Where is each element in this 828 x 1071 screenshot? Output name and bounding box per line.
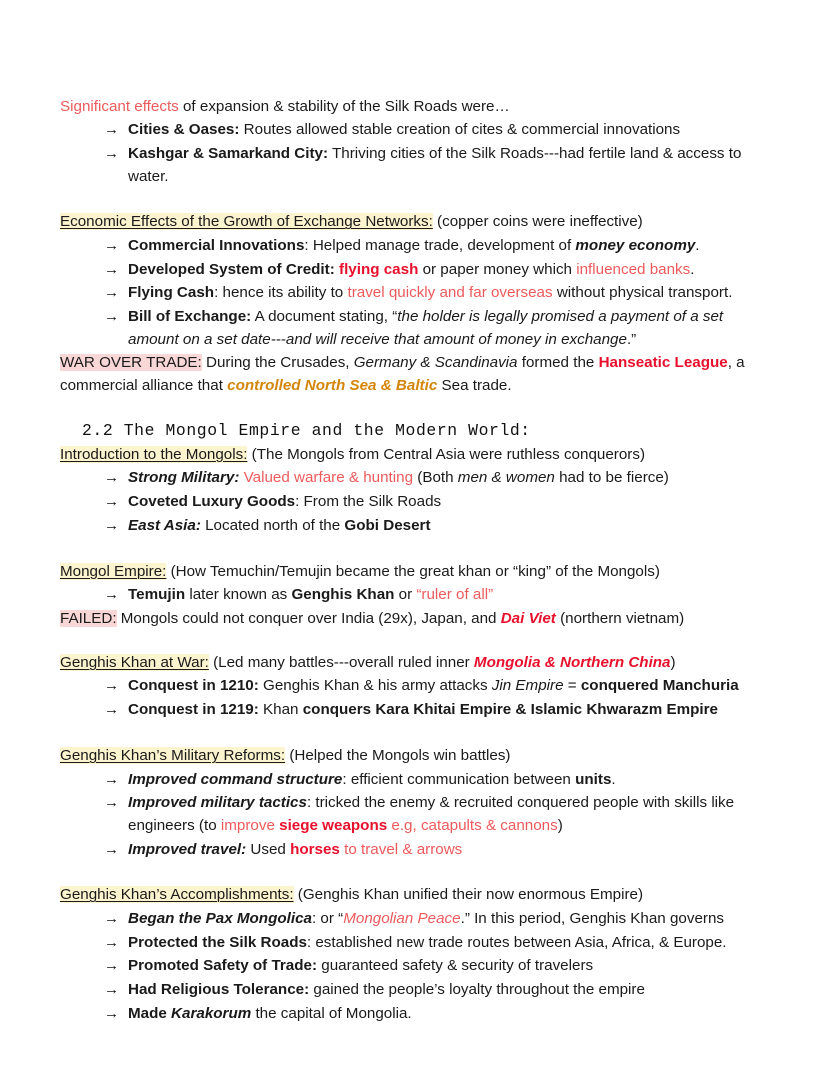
bullet-label: Improved travel: — [128, 840, 247, 858]
list-item — [60, 932, 756, 954]
arrow-right-icon: → — [104, 236, 119, 254]
arrow-right-icon: → — [104, 492, 119, 510]
bullet-tail: .” — [626, 330, 637, 348]
list-item — [60, 282, 756, 304]
bullet-label: Strong Military: — [128, 469, 240, 487]
bullet-label: Cities & Oases: — [128, 121, 240, 139]
section-spacer — [60, 539, 756, 561]
bullet-text: Routes allowed stable creation of cites & commercial innovations — [239, 121, 681, 139]
bullet-text: later known as — [185, 585, 292, 603]
arrow-right-icon: → — [104, 585, 119, 603]
bullet-label: Conquest in 1219: — [128, 701, 259, 719]
khan-at-war-list — [60, 675, 756, 721]
bullet-bold-tail: conquers Kara Khitai Empire & Islamic Khwarazm Empire — [302, 701, 718, 719]
list-item — [60, 491, 756, 513]
bullet-tail: ) — [557, 816, 563, 834]
war-over-trade-label: WAR OVER TRADE: — [60, 354, 202, 372]
section-spacer — [60, 723, 756, 745]
bullet-text-2: or paper money which — [418, 260, 577, 278]
arrow-right-icon: → — [104, 957, 119, 975]
bullet-text: Used — [246, 840, 291, 858]
bullet-text: Khan — [258, 701, 303, 719]
bullet-text: : From the Silk Roads — [295, 492, 442, 510]
war-over-trade-part3: , a commercial alliance that — [60, 354, 745, 394]
failed-paragraph — [60, 608, 756, 630]
bullet-italic: men & women — [457, 469, 555, 487]
list-item — [60, 119, 756, 141]
bullet-tail: . — [695, 236, 700, 254]
bullet-label: Temujin — [128, 585, 186, 603]
bullet-red-text-2: to travel & arrows — [339, 840, 463, 858]
list-item — [60, 235, 756, 257]
bullet-tail: had to be fierce) — [554, 469, 669, 487]
list-item — [60, 467, 756, 489]
arrow-right-icon: → — [104, 1005, 119, 1023]
arrow-right-icon: → — [104, 677, 119, 695]
section-heading-note: (The Mongols from Central Asia were ruthless conquerors) — [247, 445, 646, 463]
page-title: 2.2 The Mongol Empire and the Modern World: — [82, 421, 531, 441]
bullet-text-2: (Both — [413, 469, 458, 487]
bullet-bold: Genghis Khan — [291, 585, 395, 603]
section-spacer — [60, 862, 756, 884]
list-item — [60, 908, 756, 930]
bullet-tail: without physical transport. — [552, 284, 733, 302]
bullet-text-2: = — [563, 677, 581, 695]
bullet-red-text-2: e.g, catapults & cannons — [387, 816, 558, 834]
section-heading-note: (Helped the Mongols win battles) — [285, 747, 511, 765]
bullet-label: Kashgar & Samarkand City: — [128, 145, 329, 163]
section-spacer — [60, 630, 756, 652]
list-item — [60, 675, 756, 697]
bullet-tail: . — [611, 770, 616, 788]
bullet-red-text: influenced banks — [576, 260, 691, 278]
bullet-red-text: “ruler of all” — [416, 585, 494, 603]
bullet-bold-tail: units — [575, 770, 612, 788]
significant-effects-lead — [60, 96, 756, 118]
bullet-label: Developed System of Credit: — [128, 260, 335, 278]
accomplishments-list — [60, 908, 756, 1026]
mongol-empire-heading-line — [60, 561, 756, 583]
bullet-text: : Helped manage trade, development of — [304, 236, 576, 254]
section-heading-note: (How Temuchin/Temujin became the great khan or “king” of the Mongols) — [166, 562, 660, 580]
section-spacer — [60, 189, 756, 211]
war-over-trade-paragraph — [60, 352, 756, 397]
bullet-text: A document stating, “ — [251, 308, 398, 326]
section-heading: Genghis Khan’s Accomplishments: — [60, 886, 294, 904]
economic-effects-list — [60, 235, 756, 351]
list-item — [60, 143, 756, 188]
list-item — [60, 699, 756, 721]
list-item — [60, 1003, 756, 1025]
bullet-label: Began the Pax Mongolica — [128, 909, 312, 927]
military-reforms-heading-line — [60, 745, 756, 767]
bullet-text: : established new trade routes between Asia, Africa, & Europe. — [306, 933, 727, 951]
bullet-label: Improved command structure — [128, 770, 343, 788]
arrow-right-icon: → — [104, 794, 119, 812]
document-body — [60, 96, 756, 1025]
list-item — [60, 769, 756, 791]
siege-weapons-emphasis: siege weapons — [279, 816, 388, 834]
arrow-right-icon: → — [104, 770, 119, 788]
bullet-text: guaranteed safety & security of travelers — [317, 957, 594, 975]
bullet-text-2: or — [394, 585, 417, 603]
war-over-trade-part2: formed the — [517, 354, 599, 372]
arrow-right-icon: → — [104, 260, 119, 278]
war-over-trade-part1: During the Crusades, — [201, 354, 354, 372]
economic-effects-heading-line — [60, 211, 756, 233]
section-heading: Economic Effects of the Growth of Exchange Networks: — [60, 213, 433, 231]
section-heading-note: (copper coins were ineffective) — [432, 213, 643, 231]
dai-viet-emphasis: Dai Viet — [500, 609, 556, 627]
bullet-italic: Jin Empire — [491, 677, 564, 695]
hanseatic-league-emphasis: Hanseatic League — [598, 354, 728, 372]
bullet-label: Improved military tactics — [128, 794, 307, 812]
bullet-label: Made — [128, 1005, 172, 1023]
war-over-trade-italic: Germany & Scandinavia — [353, 354, 518, 372]
bullet-quote: the holder is legally promised a payment of a set amount on a set date---and will receive that amount of money in exchange — [128, 308, 724, 348]
arrow-right-icon: → — [104, 701, 119, 719]
bullet-text: gained the people’s loyalty throughout the empire — [309, 981, 645, 999]
list-item — [60, 792, 756, 837]
section-heading: Mongol Empire: — [60, 562, 167, 580]
bullet-label: East Asia: — [128, 516, 201, 534]
bullet-red-text: travel quickly and far overseas — [347, 284, 553, 302]
list-item — [60, 584, 756, 606]
arrow-right-icon: → — [104, 284, 119, 302]
karakorum-emphasis: Karakorum — [171, 1005, 252, 1023]
arrow-right-icon: → — [104, 121, 119, 139]
bullet-bold-tail: conquered Manchuria — [580, 677, 739, 695]
military-reforms-list — [60, 769, 756, 861]
list-item — [60, 979, 756, 1001]
list-item — [60, 306, 756, 351]
section-spacer — [60, 397, 756, 419]
significant-effects-emphasis: Significant effects — [60, 98, 179, 115]
bullet-text: Located north of the — [200, 516, 345, 534]
bullet-bold-tail: Gobi Desert — [344, 516, 431, 534]
bullet-text: : efficient communication between — [342, 770, 576, 788]
bullet-red-emphasis: flying cash — [339, 260, 419, 278]
section-heading: Introduction to the Mongols: — [60, 445, 248, 463]
bullet-text: : hence its ability to — [214, 284, 348, 302]
bullet-tail: . — [690, 260, 695, 278]
bullet-text: : tricked the enemy & recruited conquered people with skills like engineers (to — [128, 794, 735, 834]
arrow-right-icon: → — [104, 516, 119, 534]
significant-effects-lead-rest: of expansion & stability of the Silk Roads were… — [178, 98, 510, 115]
arrow-right-icon: → — [104, 308, 119, 326]
arrow-right-icon: → — [104, 933, 119, 951]
north-sea-baltic-emphasis: controlled North Sea & Baltic — [227, 376, 438, 394]
bullet-label: Had Religious Tolerance: — [128, 981, 310, 999]
accomplishments-heading-line — [60, 884, 756, 906]
mongolian-peace-emphasis: Mongolian Peace — [343, 909, 461, 927]
failed-label: FAILED: — [60, 609, 117, 627]
bullet-text-2: .” In this period, Genghis Khan governs — [460, 909, 724, 927]
section-heading-note-pre: (Led many battles---overall ruled inner — [208, 654, 474, 672]
bullet-label: Promoted Safety of Trade: — [128, 957, 318, 975]
failed-part2: (northern vietnam) — [555, 609, 685, 627]
bullet-label: Commercial Innovations — [128, 236, 305, 254]
list-item — [60, 259, 756, 281]
bullet-text-2: the capital of Mongolia. — [251, 1005, 412, 1023]
section-heading: Genghis Khan at War: — [60, 654, 209, 672]
bullet-label: Flying Cash — [128, 284, 215, 302]
horses-emphasis: horses — [290, 840, 340, 858]
mongolia-northern-china-emphasis: Mongolia & Northern China — [473, 654, 671, 672]
introduction-list — [60, 467, 756, 537]
bullet-label: Conquest in 1210: — [128, 677, 259, 695]
failed-part1: Mongols could not conquer over India (29x), Japan, and — [116, 609, 501, 627]
bullet-red-text: Valued warfare & hunting — [243, 469, 414, 487]
bullet-text: Thriving cities of the Silk Roads---had fertile land & access to water. — [128, 145, 742, 185]
bullet-red-text: improve — [220, 816, 280, 834]
bullet-emphasis: money economy — [575, 236, 696, 254]
significant-effects-list — [60, 119, 756, 188]
list-item — [60, 515, 756, 537]
arrow-right-icon: → — [104, 909, 119, 927]
bullet-text: Genghis Khan & his army attacks — [258, 677, 492, 695]
arrow-right-icon: → — [104, 145, 119, 163]
section-heading-note-post: ) — [670, 654, 676, 672]
khan-at-war-heading-line — [60, 652, 756, 674]
arrow-right-icon: → — [104, 981, 119, 999]
mongol-empire-list — [60, 584, 756, 606]
bullet-label: Protected the Silk Roads — [128, 933, 307, 951]
arrow-right-icon: → — [104, 840, 119, 858]
bullet-label: Bill of Exchange: — [128, 308, 252, 326]
section-heading: Genghis Khan’s Military Reforms: — [60, 747, 286, 765]
list-item — [60, 955, 756, 977]
war-over-trade-part4: Sea trade. — [437, 376, 512, 394]
list-item — [60, 839, 756, 861]
bullet-label: Coveted Luxury Goods — [128, 492, 296, 510]
introduction-heading-line — [60, 444, 756, 466]
section-heading-note: (Genghis Khan unified their now enormous Empire) — [293, 886, 644, 904]
arrow-right-icon: → — [104, 469, 119, 487]
bullet-text: : or “ — [311, 909, 344, 927]
